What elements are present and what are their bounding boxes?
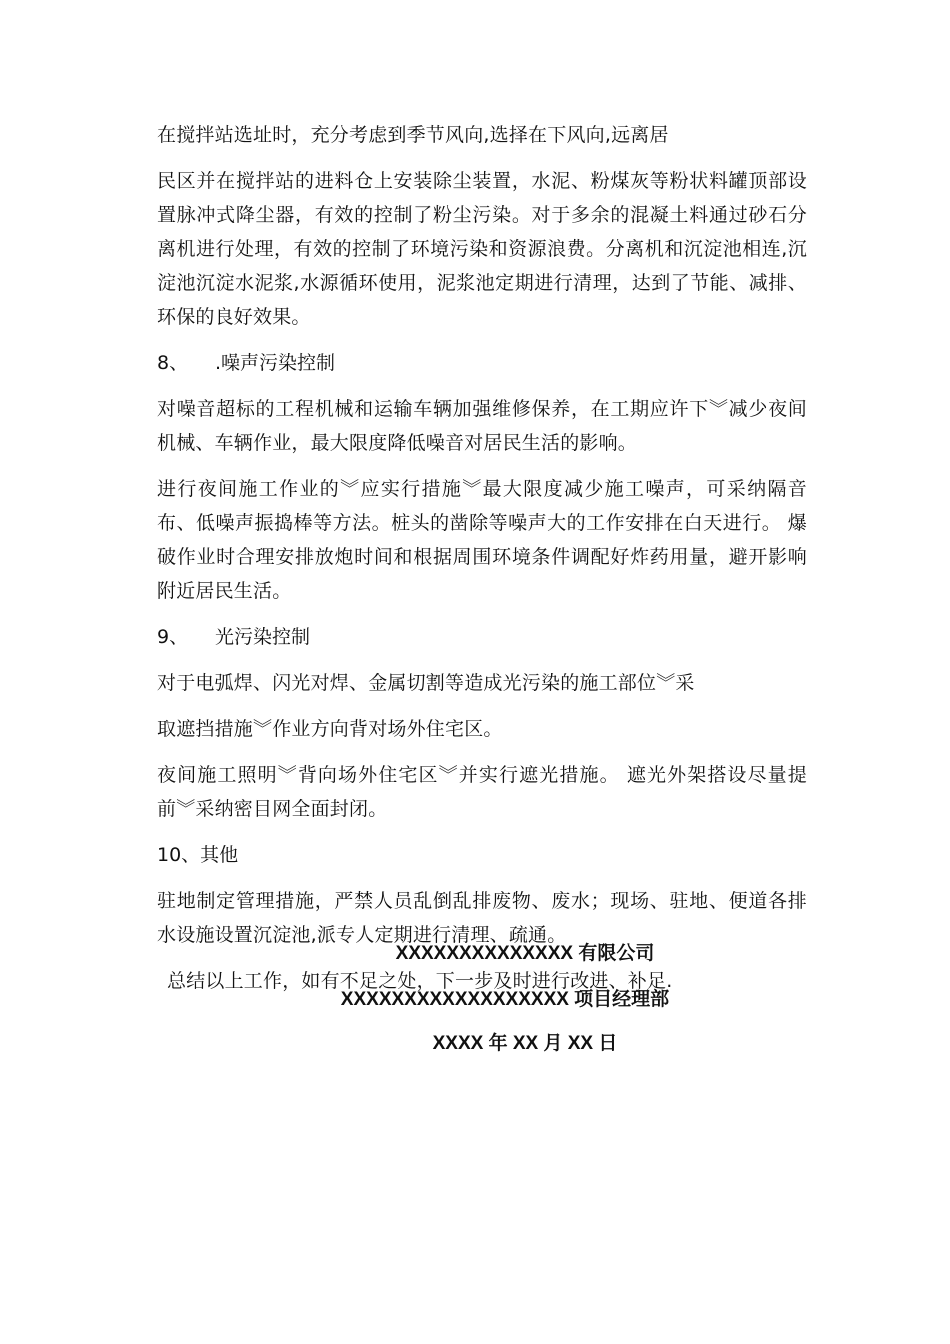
heading-noise-control [157, 346, 807, 380]
paragraph-shielding: 取遮挡措施︾作业方向背对场外住宅区。 [157, 718, 503, 740]
paragraph-night-work: 进行夜间施工作业的︾应实行措施︾最大限度减少施工噪声，可采纳隔音布、低噪声振捣棒等方法。桩头的凿除等噪声大的工作安排在白天进行。 爆破作业时合理安排放炮时间和根据周围环境条件调配好炸药用量，避开影响附近居民生活。 [157, 478, 807, 602]
paragraph-dust-control: 民区并在搅拌站的进料仓上安装除尘装置，水泥、粉煤灰等粉状料罐顶部设置脉冲式降尘器，有效的控制了粉尘污染。对于多余的混凝土料通过砂石分离机进行处理，有效的控制了环境污染和资源浪费。分离机和沉淀池相连,沉淀池沉淀水泥浆,水源循环使用，泥浆池定期进行清理，达到了节能、减排、环保的良好效果。 [157, 170, 807, 328]
heading-other: 10、其他 [157, 844, 239, 866]
heading-title: .噪声污染控制 [215, 352, 336, 374]
paragraph-light-sources: 对于电弧焊、闪光对焊、金属切割等造成光污染的施工部位︾采 [157, 672, 695, 694]
paragraph-noise-maintenance: 对噪音超标的工程机械和运输车辆加强维修保养，在工期应许下︾减少夜间机械、车辆作业，最大限度降低噪音对居民生活的影响。 [157, 398, 807, 454]
document-body [157, 118, 807, 1010]
heading-title: 光污染控制 [215, 626, 311, 648]
signature-department: XXXXXXXXXXXXXXXXXX 项目经理部 [340, 989, 670, 1010]
paragraph-site-selection: 在搅拌站选址时，充分考虑到季节风向,选择在下风向,远离居 [157, 124, 669, 146]
heading-number: 9、 [157, 626, 189, 648]
heading-light-control [157, 620, 807, 654]
heading-number: 8、 [157, 352, 189, 374]
paragraph-summary: 总结以上工作，如有不足之处，下一步及时进行改进、补足. [167, 970, 673, 992]
paragraph-night-lighting: 夜间施工照明︾背向场外住宅区︾并实行遮光措施。 遮光外架搭设尽量提前︾采纳密目网全面封闭。 [157, 764, 807, 820]
signature-date: XXXX 年 XX 月 XX 日 [432, 1033, 618, 1054]
signature-company: XXXXXXXXXXXXXX 有限公司 [395, 943, 655, 964]
paragraph-station-management: 驻地制定管理措施，严禁人员乱倒乱排废物、废水；现场、驻地、便道各排水设施设置沉淀池,派专人定期进行清理、疏通。 [157, 890, 807, 946]
